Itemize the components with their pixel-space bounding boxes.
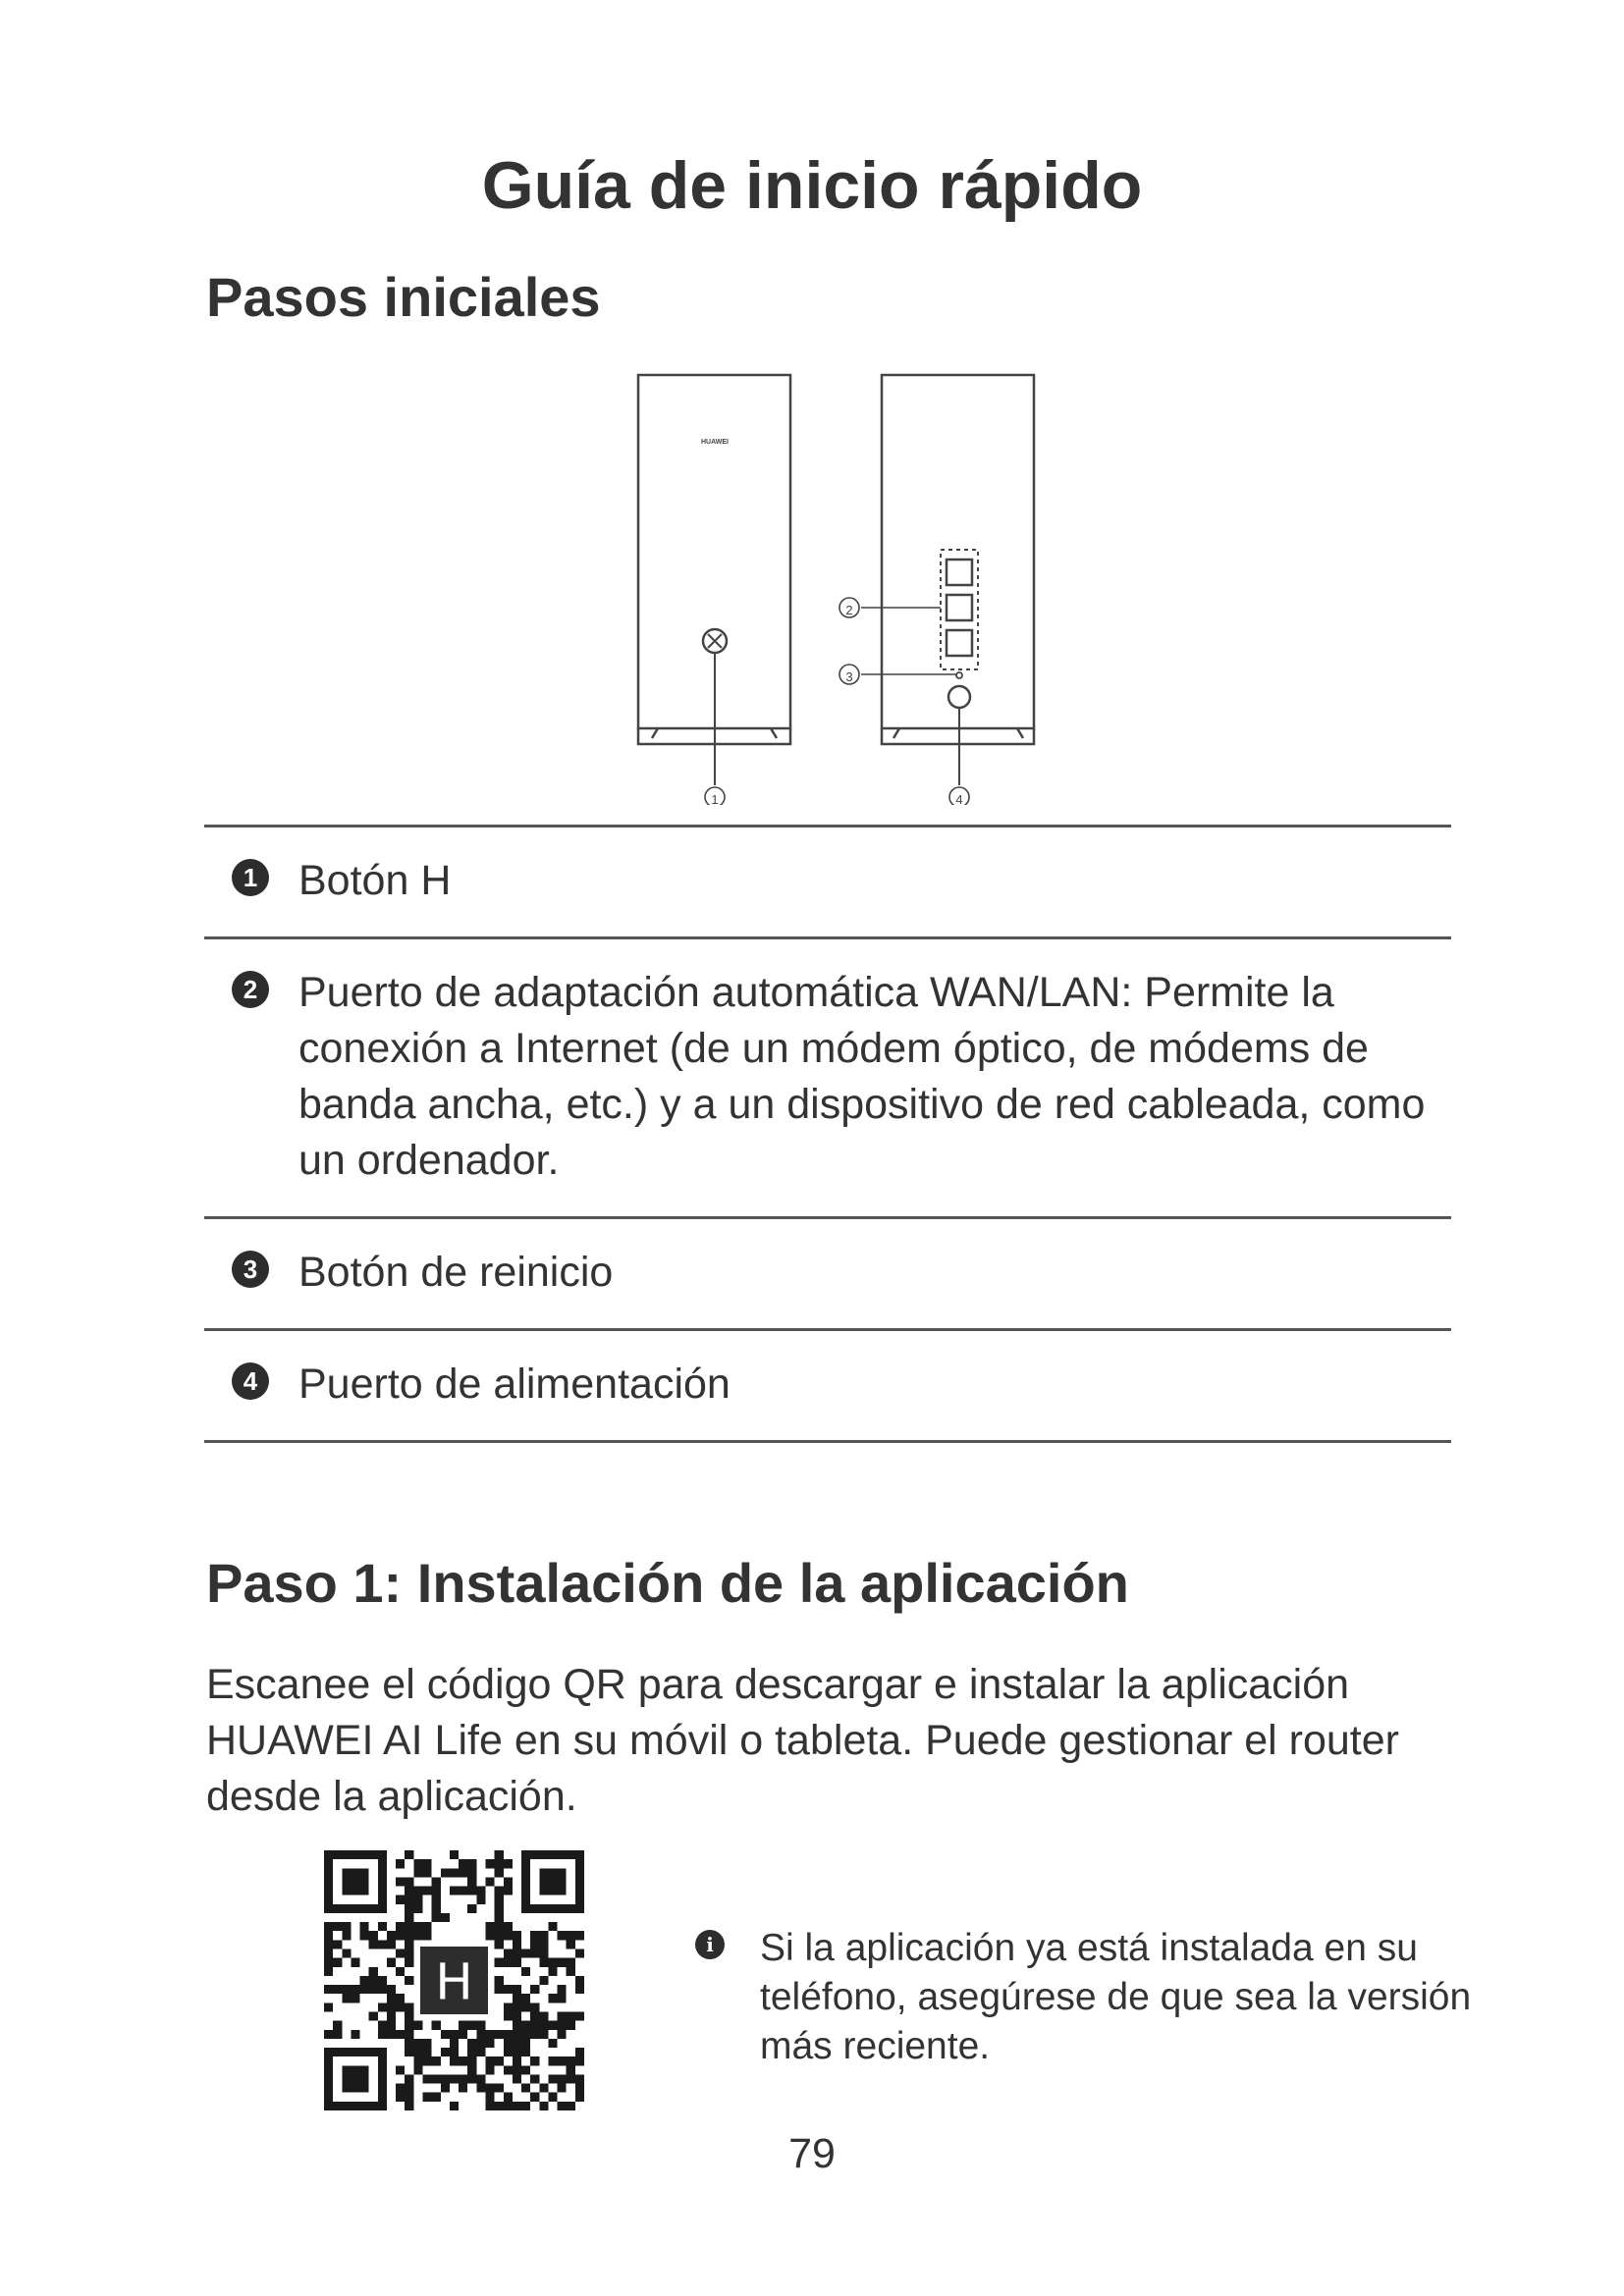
legend-row: [204, 936, 1451, 1216]
callout-1: 1: [711, 792, 719, 805]
legend-row: [204, 1216, 1451, 1328]
page-number: 79: [788, 2130, 836, 2177]
router-diagram: [589, 363, 1080, 805]
document-title: Guía de inicio rápido: [481, 148, 1143, 223]
legend-text: Puerto de adaptación automática WAN/LAN: Permite la conexión a Internet (de un módem óptico, de módems de banda ancha, etc.) y a un dispositivo de red cableada, como un ordenador.: [298, 969, 1426, 1184]
section-heading-step1: Paso 1: Instalación de la aplicación: [206, 1552, 1129, 1614]
note-text: Si la aplicación ya está instalada en su teléfono, asegúrese de que sea la versión más reciente.: [760, 1927, 1472, 2067]
power-port-marker: [948, 686, 970, 708]
ethernet-port-3: [947, 630, 972, 656]
legend-row: [204, 1328, 1451, 1443]
ethernet-port-1: [947, 560, 972, 585]
number-badge-1: 1: [232, 859, 269, 896]
legend-text: Botón de reinicio: [298, 1249, 614, 1296]
section-heading-initial-steps: Pasos iniciales: [206, 266, 601, 328]
legend-text: Botón H: [298, 857, 452, 904]
callout-3: 3: [845, 669, 853, 684]
info-icon: i: [695, 1930, 725, 1959]
app-logo-letter: H: [435, 1953, 473, 2012]
callout-2: 2: [845, 603, 853, 617]
parts-legend: [204, 825, 1451, 1443]
callout-4: 4: [955, 792, 963, 805]
router-brand-label: HUAWEI: [701, 439, 729, 446]
reset-pinhole: [956, 672, 962, 678]
qr-code: [324, 1850, 584, 2110]
ethernet-port-2: [947, 595, 972, 620]
legend-text: Puerto de alimentación: [298, 1361, 731, 1408]
number-badge-2: 2: [232, 971, 269, 1008]
legend-row: [204, 825, 1451, 936]
step1-description: Escanee el código QR para descargar e instalar la aplicación HUAWEI AI Life en su móvil o tableta. Puede gestionar el router desde la aplicación.: [206, 1661, 1399, 1820]
number-badge-4: 4: [232, 1362, 269, 1400]
router-rear-body: [882, 375, 1034, 728]
note: [695, 1924, 1481, 2071]
number-badge-3: 3: [232, 1251, 269, 1288]
